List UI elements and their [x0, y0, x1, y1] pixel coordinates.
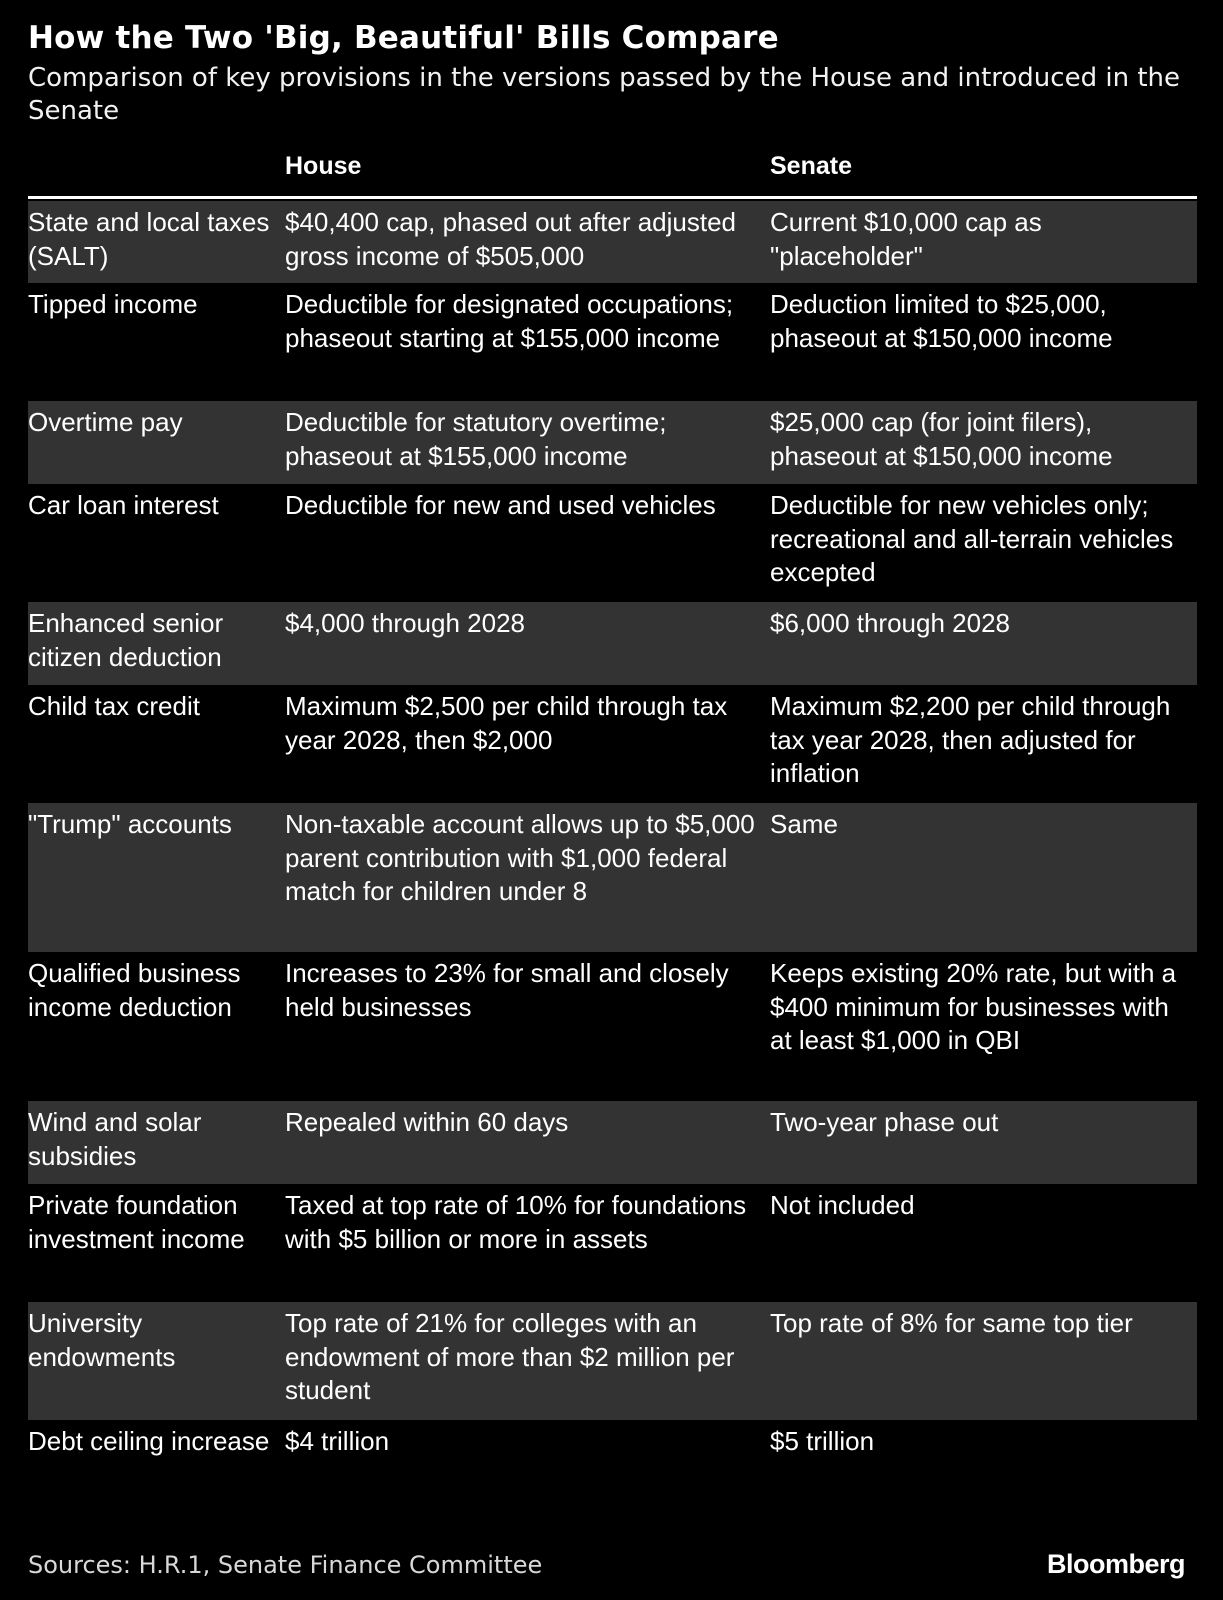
table-row [28, 201, 1197, 283]
senate-cell: Same [770, 809, 838, 839]
house-cell: $40,400 cap, phased out after adjusted gross income of $505,000 [285, 207, 737, 271]
row-label: Tipped income [28, 289, 198, 319]
house-cell: Taxed at top rate of 10% for foundations with $5 billion or more in assets [285, 1190, 747, 1254]
column-header-house: House [285, 152, 362, 180]
table-row [28, 283, 1197, 401]
table-row [28, 1101, 1197, 1184]
row-label: Child tax credit [28, 691, 200, 721]
senate-cell: Keeps existing 20% rate, but with a $400 minimum for businesses with at least $1,000 in QBI [770, 958, 1177, 1055]
comparison-table [28, 201, 1197, 1513]
table-row [28, 401, 1197, 484]
table-row [28, 1302, 1197, 1420]
senate-cell: $5 trillion [770, 1426, 875, 1456]
row-label: Qualified business income deduction [28, 958, 241, 1022]
house-cell: $4,000 through 2028 [285, 608, 525, 638]
table-row [28, 1184, 1197, 1302]
senate-cell: Two-year phase out [770, 1107, 999, 1137]
senate-cell: $6,000 through 2028 [770, 608, 1010, 638]
senate-cell: Not included [770, 1190, 915, 1220]
bloomberg-logo: Bloomberg [1046, 1549, 1185, 1579]
source-note: Sources: H.R.1, Senate Finance Committee [28, 1551, 543, 1579]
house-cell: Deductible for new and used vehicles [285, 490, 716, 520]
house-cell: Maximum $2,500 per child through tax year 2028, then $2,000 [285, 691, 728, 755]
row-label: Enhanced senior citizen deduction [28, 608, 224, 672]
table-row [28, 803, 1197, 952]
row-label: Wind and solar subsidies [28, 1107, 202, 1171]
senate-cell: Maximum $2,200 per child through tax year 2028, then adjusted for inflation [770, 691, 1171, 788]
senate-cell: Deduction limited to $25,000, phaseout at $150,000 income [770, 289, 1113, 353]
table-row [28, 952, 1197, 1101]
house-cell: $4 trillion [285, 1426, 390, 1456]
row-label: State and local taxes (SALT) [28, 207, 270, 271]
table-row [28, 484, 1197, 602]
house-cell: Deductible for statutory overtime; phaseout at $155,000 income [285, 407, 667, 471]
header-divider [28, 196, 1197, 199]
row-label: University endowments [28, 1308, 176, 1372]
page-subtitle: Comparison of key provisions in the versions passed by the House and introduced in the Senate [28, 63, 1180, 126]
senate-cell: Current $10,000 cap as "placeholder" [770, 207, 1042, 271]
row-label: Private foundation investment income [28, 1190, 245, 1254]
house-cell: Top rate of 21% for colleges with an endowment of more than $2 million per student [285, 1308, 735, 1405]
row-label: Debt ceiling increase [28, 1426, 270, 1456]
senate-cell: $25,000 cap (for joint filers), phaseout at $150,000 income [770, 407, 1113, 471]
table-row [28, 602, 1197, 685]
house-cell: Deductible for designated occupations; phaseout starting at $155,000 income [285, 289, 734, 353]
house-cell: Repealed within 60 days [285, 1107, 569, 1137]
row-label: Overtime pay [28, 407, 183, 437]
senate-cell: Top rate of 8% for same top tier [770, 1308, 1133, 1338]
house-cell: Non-taxable account allows up to $5,000 parent contribution with $1,000 federal match for children under 8 [285, 809, 755, 906]
table-row [28, 1420, 1197, 1513]
house-cell: Increases to 23% for small and closely held businesses [285, 958, 729, 1022]
row-label: "Trump" accounts [28, 809, 232, 839]
table-row [28, 685, 1197, 803]
row-label: Car loan interest [28, 490, 219, 520]
column-header-senate: Senate [770, 152, 852, 180]
page-title: How the Two 'Big, Beautiful' Bills Compare [28, 20, 779, 56]
senate-cell: Deductible for new vehicles only; recreational and all-terrain vehicles excepted [770, 490, 1174, 587]
